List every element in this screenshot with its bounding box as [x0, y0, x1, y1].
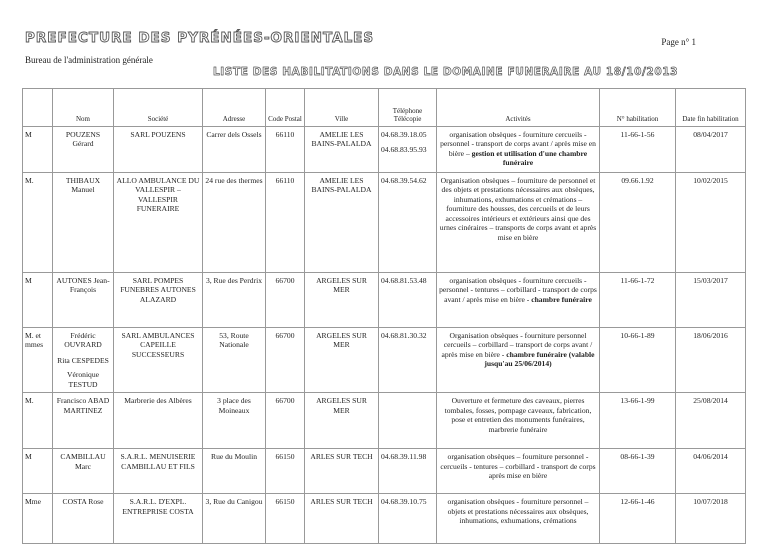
name-cell: Francisco ABAD MARTINEZ: [53, 393, 114, 449]
phone-number: 04.68.39.54.62: [381, 176, 427, 185]
phone-cell: [379, 127, 437, 173]
name-cell: COSTA Rose: [53, 494, 114, 544]
civility-cell: M: [23, 273, 53, 328]
city-cell: ARGELES SUR MER: [305, 273, 379, 328]
civility-cell: M.: [23, 173, 53, 273]
phone-cell: [379, 273, 437, 328]
phone-cell: [379, 393, 437, 449]
activities-text: Ouverture et fermeture des caveaux, pierres tombales, fosses, pompage caveaux, fabrication, pose et entretien des monuments funéraires, marbrerie funéraire: [444, 396, 592, 434]
table-row: [23, 328, 746, 393]
postal-code-cell: 66150: [266, 494, 305, 544]
address-cell: 53, Route Nationale: [203, 328, 266, 393]
fax-number: 04.68.83.95.93: [381, 145, 427, 155]
license-number-cell: 11-66-1-56: [600, 127, 676, 173]
name-cell: [53, 328, 114, 393]
column-header: Société: [114, 89, 203, 127]
person-name: Frédéric OUVRARD: [64, 331, 102, 350]
address-cell: 3 place des Moineaux: [203, 393, 266, 449]
table-row: [23, 127, 746, 173]
column-header: Code Postal: [266, 89, 305, 127]
column-header: Ville: [305, 89, 379, 127]
list-title: LISTE DES HABILITATIONS DANS LE DOMAINE FUNERAIRE AU 18/10/2013: [213, 66, 679, 78]
activities-cell: [437, 494, 600, 544]
end-date-cell: 04/06/2014: [676, 449, 746, 494]
activities-cell: [437, 449, 600, 494]
name-cell: AUTONES Jean-François: [53, 273, 114, 328]
table-row: [23, 273, 746, 328]
activities-text: organisation obsèques - fourniture personnel – objets et prestations nécessaires aux obsèques, inhumations, exhumations, crémations: [447, 497, 589, 526]
table-row: [23, 494, 746, 544]
postal-code-cell: 66700: [266, 273, 305, 328]
phone-cell: [379, 494, 437, 544]
column-header: Date fin habilitation: [676, 89, 746, 127]
company-cell: Marbrerie des Albères: [114, 393, 203, 449]
name-cell: CAMBILLAU Marc: [53, 449, 114, 494]
address-cell: 24 rue des thermes: [203, 173, 266, 273]
person-name: Rita CESPEDES: [57, 355, 109, 365]
civility-cell: M: [23, 127, 53, 173]
phone-number: 04.68.81.53.48: [381, 276, 427, 285]
license-number-cell: 08-66-1-39: [600, 449, 676, 494]
column-header: Téléphone Télécopie: [379, 89, 437, 127]
end-date-cell: 15/03/2017: [676, 273, 746, 328]
org-title: PREFECTURE DES PYRÉNÉES-ORIENTALES: [25, 30, 375, 46]
activities-highlight: gestion et utilisation d'une chambre funéraire: [471, 148, 588, 168]
company-cell: S.A.R.L. MENUISERIE CAMBILLAU ET FILS: [114, 449, 203, 494]
license-number-cell: 13-66-1-99: [600, 393, 676, 449]
table-row: [23, 173, 746, 273]
end-date-cell: 08/04/2017: [676, 127, 746, 173]
postal-code-cell: 66700: [266, 328, 305, 393]
column-header-civility: [23, 89, 53, 127]
address-cell: 3, Rue du Canigou: [203, 494, 266, 544]
address-cell: Rue du Moulin: [203, 449, 266, 494]
activities-cell: [437, 328, 600, 393]
table-row: [23, 449, 746, 494]
address-cell: Carrer dels Ossels: [203, 127, 266, 173]
city-cell: ARLES SUR TECH: [305, 449, 379, 494]
activities-text: Organisation obsèques – fourniture de personnel et des objets et prestations nécessaires aux obsèques, inhumations, exhumations et crémations – fourniture des housses, des cercueils et de leurs accessoires intérieurs et extérieurs ainsi que des urnes cinéraires – transports de corps avant et après mise en bière: [439, 176, 597, 242]
postal-code-cell: 66150: [266, 449, 305, 494]
column-header: Adresse: [203, 89, 266, 127]
license-number-cell: 12-66-1-46: [600, 494, 676, 544]
activities-cell: [437, 273, 600, 328]
activities-text: organisation obsèques – fourniture personnel - cercueils - tentures – corbillard - transport de corps après mise en bière: [440, 452, 596, 481]
license-number-cell: 10-66-1-89: [600, 328, 676, 393]
activities-highlight: chambre funéraire (valable jusqu'au 25/06/2014): [484, 349, 595, 369]
end-date-cell: 25/08/2014: [676, 393, 746, 449]
phone-number: 04.68.39.11.98: [381, 452, 427, 462]
phone-number: 04.68.81.30.32: [381, 331, 427, 340]
civility-cell: M.: [23, 393, 53, 449]
license-number-cell: 11-66-1-72: [600, 273, 676, 328]
civility-cell: M. et mmes: [23, 328, 53, 393]
company-cell: SARL POMPES FUNEBRES AUTONES ALAZARD: [114, 273, 203, 328]
name-cell: POUZENS Gérard: [53, 127, 114, 173]
phone-cell: [379, 449, 437, 494]
activities-text: Organisation obsèques - fourniture personnel cercueils – corbillard – transport de corps avant / après mise en bière -: [441, 331, 593, 359]
city-cell: AMELIE LES BAINS-PALALDA: [305, 127, 379, 173]
bureau-label: Bureau de l'administration générale: [25, 55, 153, 65]
end-date-cell: 18/06/2016: [676, 328, 746, 393]
end-date-cell: 10/07/2018: [676, 494, 746, 544]
name-cell: THIBAUX Manuel: [53, 173, 114, 273]
postal-code-cell: 66110: [266, 127, 305, 173]
city-cell: ARLES SUR TECH: [305, 494, 379, 544]
activities-cell: [437, 173, 600, 273]
postal-code-cell: 66700: [266, 393, 305, 449]
city-cell: ARGELES SUR MER: [305, 393, 379, 449]
activities-cell: [437, 393, 600, 449]
company-cell: SARL POUZENS: [114, 127, 203, 173]
end-date-cell: 10/02/2015: [676, 173, 746, 273]
activities-highlight: chambre funéraire: [531, 294, 592, 304]
company-cell: SARL AMBULANCES CAPEILLE SUCCESSEURS: [114, 328, 203, 393]
activities-text: organisation obsèques - fourniture cercueils - personnel - tentures – corbillard - transport de corps avant / après mise en bière -: [439, 276, 597, 304]
habilitations-table: [22, 88, 746, 544]
phone-cell: [379, 328, 437, 393]
company-cell: ALLO AMBULANCE DU VALLESPIR – VALLESPIR FUNERAIRE: [114, 173, 203, 273]
table-header-row: [23, 89, 746, 127]
phone-number: 04.68.39.18.05: [381, 130, 427, 139]
address-cell: 3, Rue des Perdrix: [203, 273, 266, 328]
city-cell: AMELIE LES BAINS-PALALDA: [305, 173, 379, 273]
civility-cell: Mme: [23, 494, 53, 544]
column-header: N° habilitation: [600, 89, 676, 127]
activities-text: organisation obsèques - fourniture cercueils - personnel - transport de corps avant / après mise en bière –: [440, 130, 596, 158]
phone-number: 04.68.39.10.75: [381, 497, 427, 507]
activities-cell: [437, 127, 600, 173]
civility-cell: M: [23, 449, 53, 494]
column-header: Nom: [53, 89, 114, 127]
table-row: [23, 393, 746, 449]
postal-code-cell: 66110: [266, 173, 305, 273]
company-cell: S.A.R.L. D'EXPL. ENTREPRISE COSTA: [114, 494, 203, 544]
column-header: Activités: [437, 89, 600, 127]
license-number-cell: 09.66.1.92: [600, 173, 676, 273]
page-number: Page n° 1: [661, 37, 696, 47]
person-name: Véronique TESTUD: [66, 370, 100, 389]
phone-cell: [379, 173, 437, 273]
city-cell: ARGELES SUR MER: [305, 328, 379, 393]
